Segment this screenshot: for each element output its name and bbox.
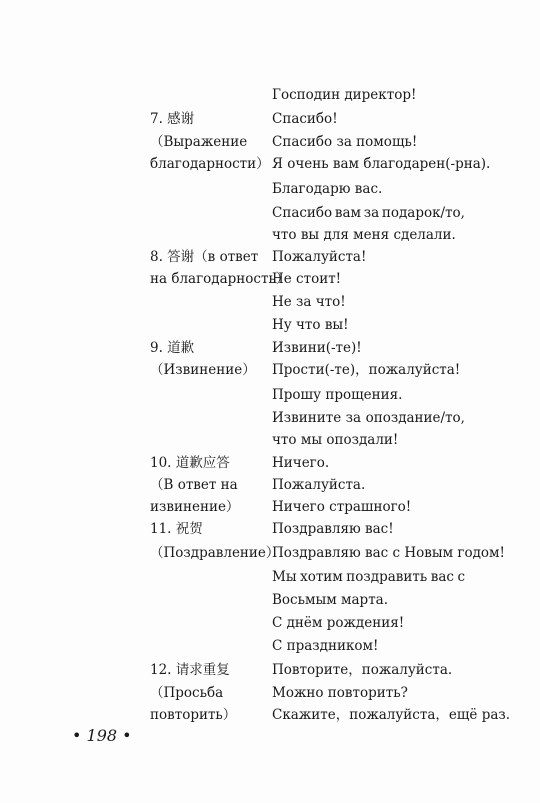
phrase: Благодарю вас. xyxy=(272,181,383,197)
phrase: Извини(-те)! xyxy=(272,340,362,356)
phrase: Прости(-те)，пожалуйста! xyxy=(272,362,461,378)
phrase: С праздником! xyxy=(272,638,379,654)
phrase-word: Мы xyxy=(272,569,297,585)
phrase: Не за что! xyxy=(272,294,346,310)
phrase: Ничего страшного! xyxy=(272,499,412,515)
phrase-word: за xyxy=(363,205,380,221)
phrase: Повторите，пожалуйста. xyxy=(272,662,453,678)
phrase: Скажите，пожалуйста，ещё раз. xyxy=(272,707,511,723)
section-heading: 8. 答谢（в ответ xyxy=(150,249,259,265)
phrase: Не стоит! xyxy=(272,271,342,287)
phrase: Поздравляю вас! xyxy=(272,521,394,537)
phrase-justified xyxy=(272,568,465,586)
section-subtitle: （В ответ на xyxy=(150,477,238,493)
phrase: Пожалуйста! xyxy=(272,249,367,265)
section-subtitle: （Выражение xyxy=(150,134,248,150)
section-subtitle: на благодарность） xyxy=(150,271,290,287)
phrase: что мы опоздали! xyxy=(272,432,399,448)
phrase: Пожалуйста. xyxy=(272,477,366,493)
section-subtitle: （Поздравление） xyxy=(150,545,280,561)
phrase-word: опоздание/то, xyxy=(365,410,465,426)
phrase: что вы для меня сделали. xyxy=(272,227,456,243)
section-heading: 11. 祝贺 xyxy=(150,521,203,537)
section-subtitle: извинение） xyxy=(150,499,240,515)
page-number: • 198 • xyxy=(72,726,132,745)
phrase: Поздравляю вас с Новым годом! xyxy=(272,545,505,561)
phrase: Спасибо за помощь! xyxy=(272,134,418,150)
phrase: Прошу прощения. xyxy=(272,387,403,403)
phrase-word: вас xyxy=(430,569,454,585)
phrase-word: подарок/то, xyxy=(381,205,465,221)
phrase: Ничего. xyxy=(272,455,330,471)
phrase-word: Извините xyxy=(272,410,342,426)
phrase-word: вам xyxy=(334,205,362,221)
section-subtitle: （Извинение） xyxy=(150,362,256,378)
section-subtitle: благодарности） xyxy=(150,156,270,172)
phrase: Ну что вы! xyxy=(272,317,349,333)
continuation-line: Господин директор! xyxy=(272,87,417,103)
section-subtitle: （Просьба xyxy=(150,685,224,701)
phrase: Спасибо! xyxy=(272,111,338,127)
phrase-word: поздравить xyxy=(346,569,428,585)
phrase: Я очень вам благодарен(-рна). xyxy=(272,156,491,172)
phrase-word: с xyxy=(457,569,465,585)
phrase-word: за xyxy=(345,410,362,426)
phrase: С днём рождения! xyxy=(272,615,405,631)
phrase-word: Спасибо xyxy=(272,205,333,221)
phrase-justified xyxy=(272,409,465,427)
section-subtitle: повторить） xyxy=(150,707,237,723)
section-heading: 9. 道歉 xyxy=(150,340,195,356)
section-heading: 10. 道歉应答 xyxy=(150,455,230,471)
phrase: Можно повторить? xyxy=(272,685,408,701)
phrase-justified xyxy=(272,204,465,222)
section-heading: 7. 感谢 xyxy=(150,111,195,127)
phrase: Восьмым марта. xyxy=(272,592,388,608)
section-heading: 12. 请求重复 xyxy=(150,662,230,678)
phrase-word: хотим xyxy=(300,569,343,585)
